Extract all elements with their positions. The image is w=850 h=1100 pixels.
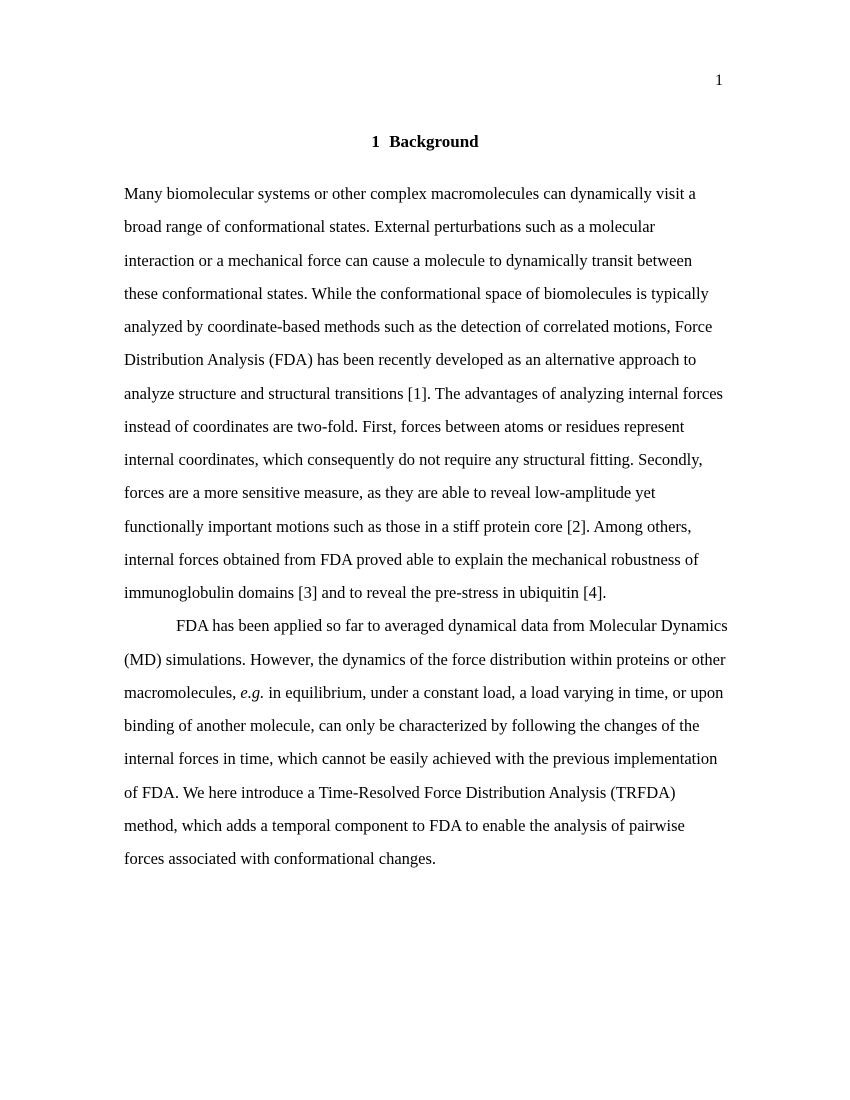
text-segment: FDA has been applied so far to averaged dynamical data from Molecular Dynamics (MD) simulations. However, the dynamics of the force distribution within proteins or other macromolecules, — [124, 616, 728, 702]
section-heading-number: 1 — [371, 132, 380, 151]
body-text — [124, 177, 728, 875]
paragraph-2 — [124, 609, 728, 875]
section-heading — [0, 132, 850, 152]
paragraph-1 — [124, 177, 728, 609]
text-segment: in equilibrium, under a constant load, a load varying in time, or upon binding of another molecule, can only be characterized by following the changes of the internal forces in time, which cannot be easily achieved with the previous implementation of FDA. We here introduce a Time-Resolved Force Distribution Analysis (TRFDA) method, which adds a temporal component to FDA to enable the analysis of pairwise forces associated with conformational changes. — [124, 682, 724, 868]
text-segment: Many biomolecular systems or other complex macromolecules can dynamically visit a broad range of conformational states. External perturbations such as a molecular interaction or a mechanical force can cause a molecule to dynamically transit between these conformational states. While the conformational space of biomolecules is typically analyzed by coordinate-based methods such as the detection of correlated motions, Force Distribution Analysis (FDA) has been recently developed as an alternative approach to analyze structure and structural transitions [1]. The advantages of analyzing internal forces instead of coordinates are two-fold. First, forces between atoms or residues represent internal coordinates, which consequently do not require any structural fitting. Secondly, forces are a more sensitive measure, as they are able to reveal low-amplitude yet functionally important motions such as those in a stiff protein core [2]. Among others, internal forces obtained from FDA proved able to explain the mechanical robustness of immunoglobulin domains [3] and to reveal the pre-stress in ubiquitin [4]. — [124, 184, 723, 602]
page-number: 1 — [715, 72, 723, 89]
section-heading-title: Background — [389, 132, 479, 151]
italic-text-segment: e.g. — [240, 682, 265, 702]
